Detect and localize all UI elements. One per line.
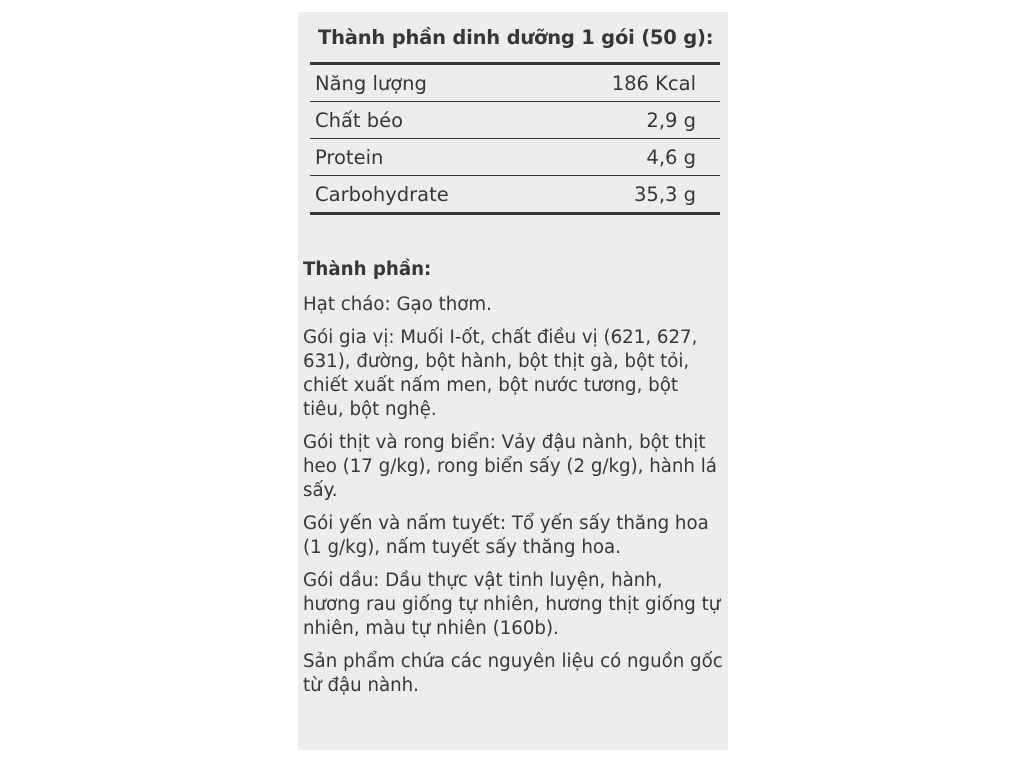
nutrient-name: Protein	[315, 145, 384, 169]
nutrition-row-protein	[310, 139, 720, 175]
ingredients-title: Thành phần:	[303, 259, 432, 280]
ingredient-paragraph-oil: Gói dầu: Dầu thực vật tinh luyện, hành, hương rau giống tự nhiên, hương thịt giống tự nhiên, màu tự nhiên (160b).	[303, 570, 721, 639]
nutrient-value: 4,6 g	[646, 145, 696, 169]
nutrition-table	[310, 62, 720, 215]
nutrient-name: Năng lượng	[315, 71, 427, 95]
ingredient-paragraph-rice: Hạt cháo: Gạo thơm.	[303, 294, 492, 315]
ingredient-paragraph-meat-seaweed: Gói thịt và rong biển: Vảy đậu nành, bột thịt heo (17 g/kg), rong biển sấy (2 g/kg), hành lá sấy.	[303, 432, 717, 501]
nutrition-row-fat	[310, 102, 720, 138]
ingredients-section	[303, 258, 723, 707]
nutrient-value: 186 Kcal	[611, 71, 696, 95]
table-bottom-rule	[310, 212, 720, 215]
ingredient-paragraph-nest-fungus: Gói yến và nấm tuyết: Tổ yến sấy thăng hoa (1 g/kg), nấm tuyết sấy thăng hoa.	[303, 513, 709, 558]
nutrient-name: Chất béo	[315, 108, 404, 132]
nutrient-name: Carbohydrate	[315, 182, 449, 206]
nutrition-row-carbohydrate	[310, 176, 720, 212]
ingredient-paragraph-allergen-note: Sản phẩm chứa các nguyên liệu có nguồn gốc từ đậu nành.	[303, 651, 723, 696]
nutrient-value: 2,9 g	[646, 108, 696, 132]
nutrition-label-panel	[298, 12, 728, 750]
nutrition-title: Thành phần dinh dưỡng 1 gói (50 g):	[318, 26, 714, 49]
nutrition-row-energy	[310, 65, 720, 101]
nutrient-value: 35,3 g	[634, 182, 696, 206]
ingredient-paragraph-seasoning: Gói gia vị: Muối I-ốt, chất điều vị (621, 627, 631), đường, bột hành, bột thịt gà, bột tỏi, chiết xuất nấm men, bột nước tương, bột tiêu, bột nghệ.	[303, 327, 698, 420]
